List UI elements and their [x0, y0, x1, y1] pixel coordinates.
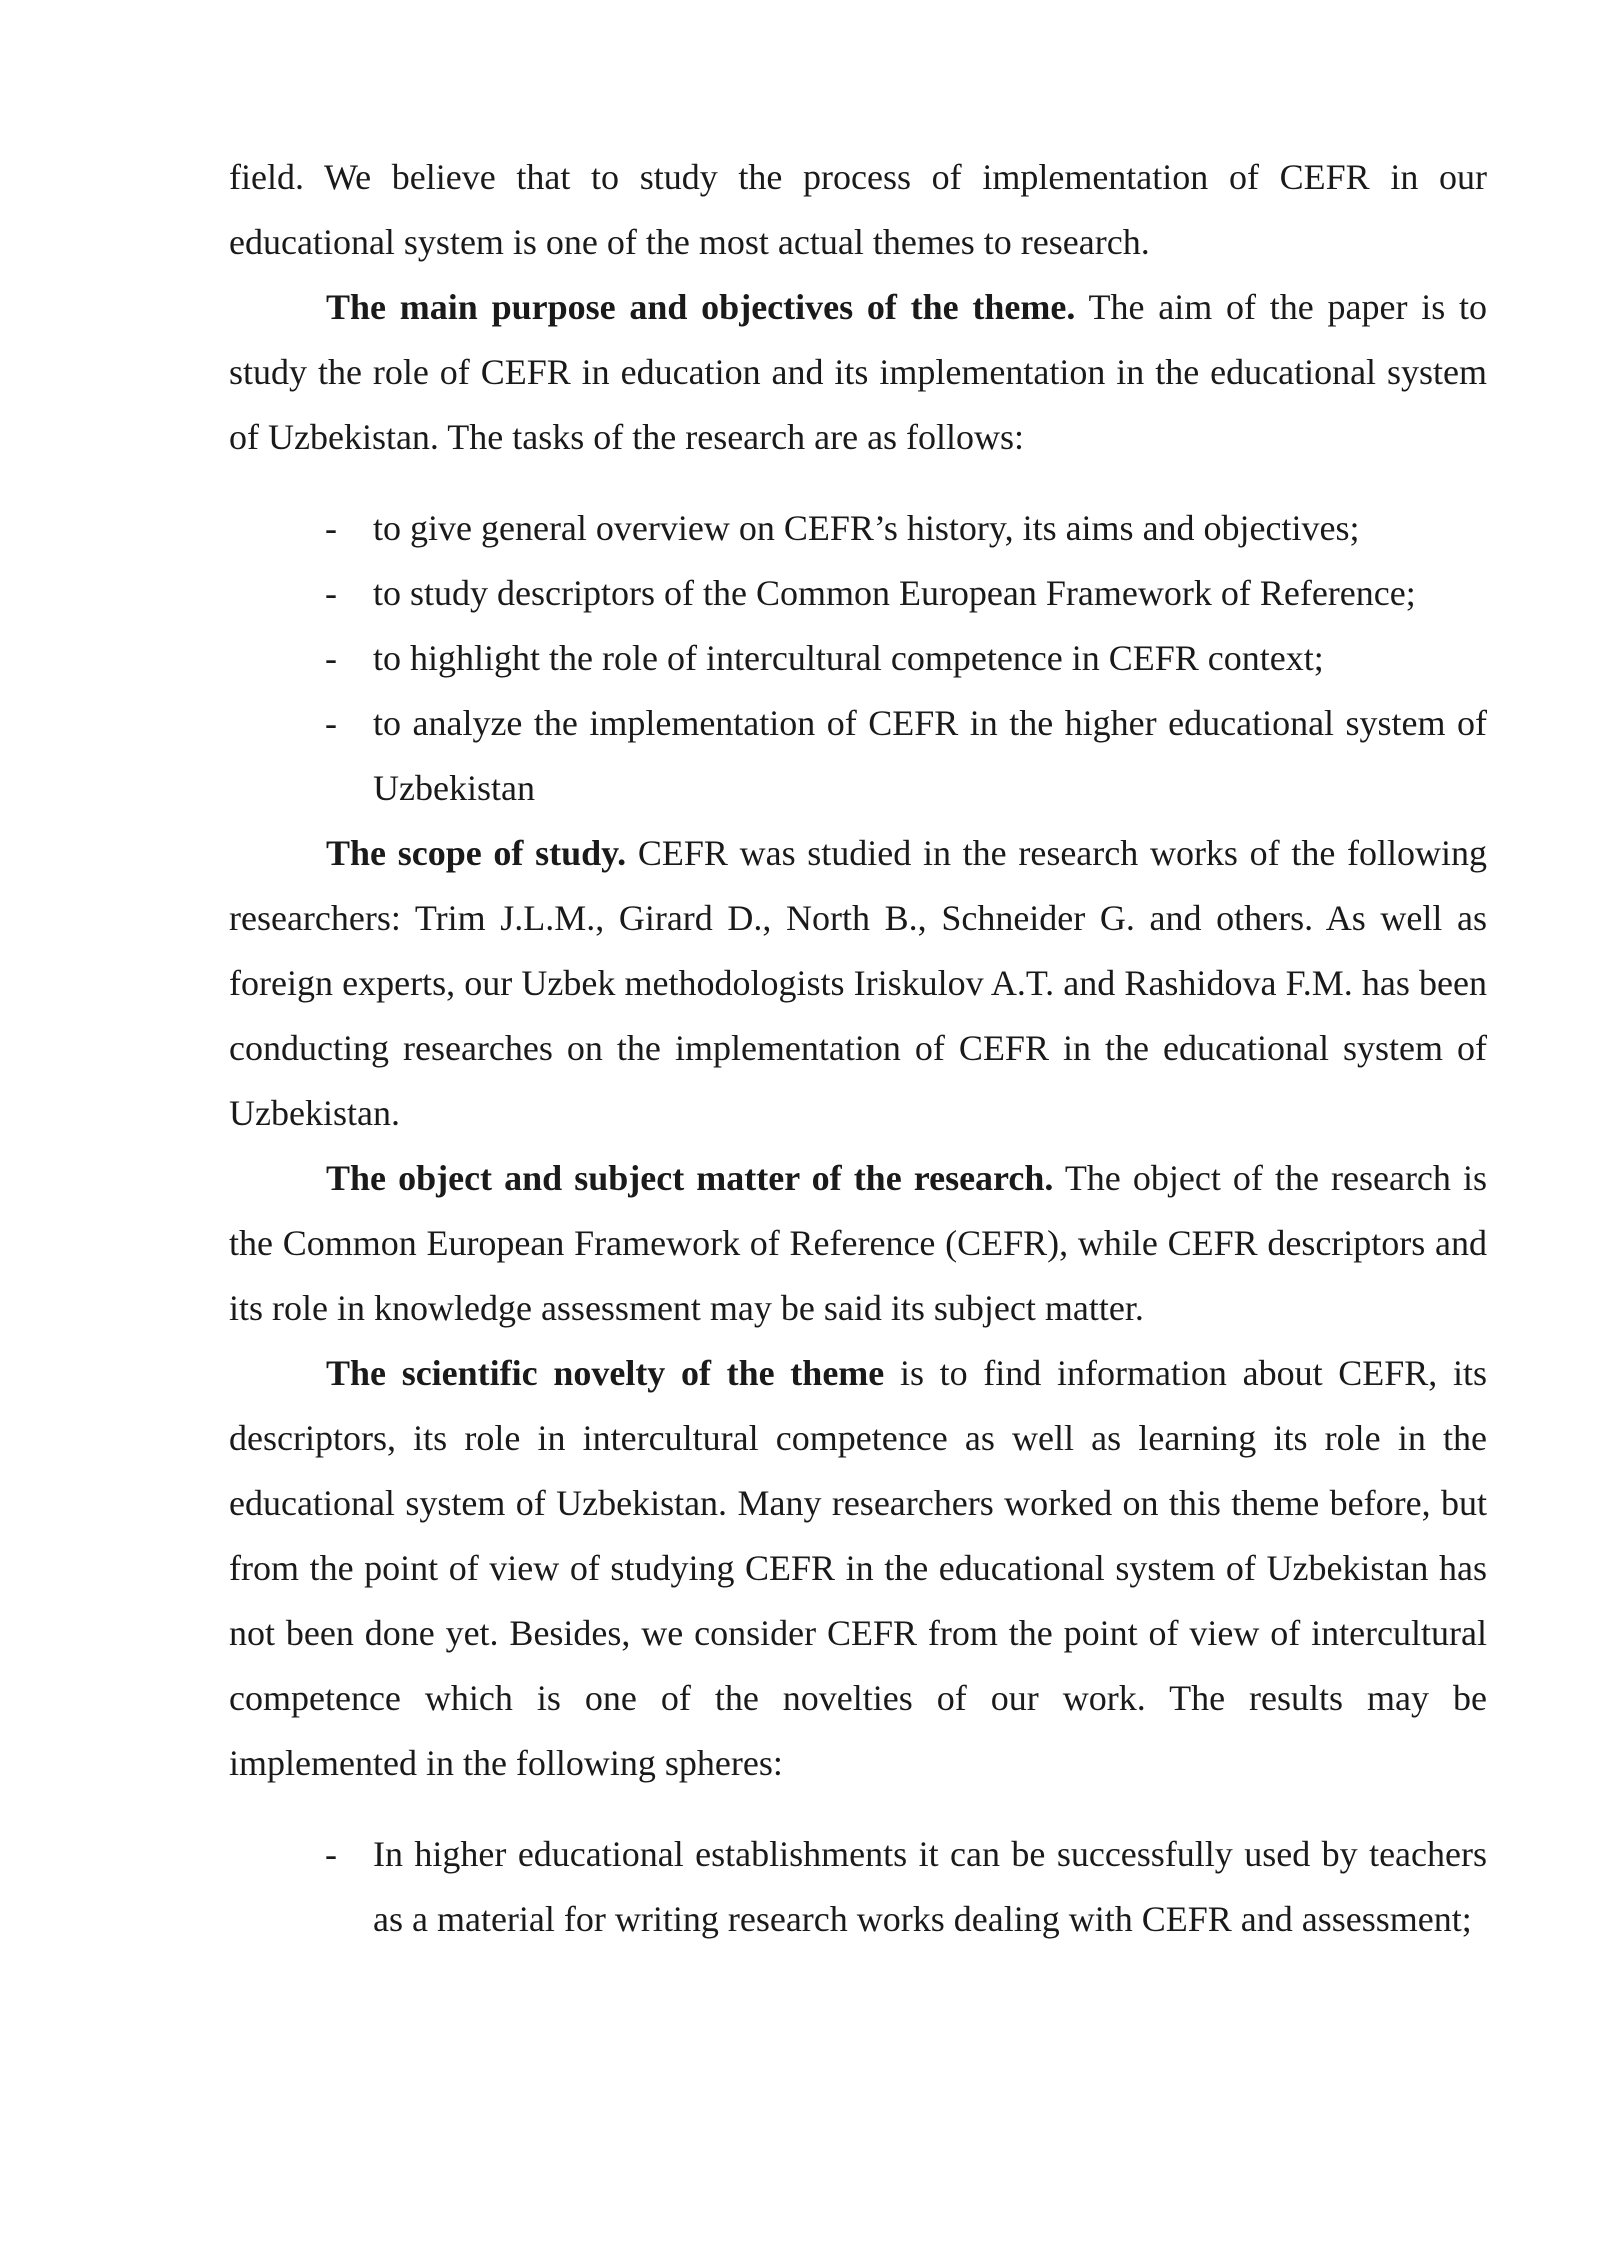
object-text: The object of the research is the Common European Framework of Reference (CEFR), while CEFR descriptors and its role in knowledge assessment may be said its subject matter. [229, 1158, 1487, 1328]
list-item: - to study descriptors of the Common European Framework of Reference; [229, 561, 1487, 626]
document-page [229, 145, 1487, 1952]
tasks-list [229, 496, 1487, 821]
dash-marker: - [325, 638, 337, 678]
heading-object: The object and subject matter of the research. [326, 1158, 1054, 1198]
spheres-list [229, 1822, 1487, 1952]
list-item: - to highlight the role of intercultural competence in CEFR context; [229, 626, 1487, 691]
paragraph-purpose [229, 275, 1487, 470]
dash-marker: - [325, 508, 337, 548]
dash-marker: - [325, 703, 337, 743]
heading-novelty: The scientific novelty of the theme [326, 1353, 885, 1393]
dash-marker: - [325, 1834, 337, 1874]
list-item: - to analyze the implementation of CEFR in the higher educational system of Uzbekistan [229, 691, 1487, 821]
heading-scope: The scope of study. [326, 833, 627, 873]
list-item: - In higher educational establishments it can be successfully used by teachers as a material for writing research works dealing with CEFR and assessment; [229, 1822, 1487, 1952]
paragraph-novelty [229, 1341, 1487, 1796]
paragraph-intro-continuation: field. We believe that to study the process of implementation of CEFR in our educational system is one of the most actual themes to research. [229, 157, 1487, 262]
heading-purpose: The main purpose and objectives of the theme. [326, 287, 1076, 327]
paragraph-object [229, 1146, 1487, 1341]
purpose-text: The aim of the paper is to study the role of CEFR in education and its implementation in the educational system of Uzbekistan. The tasks of the research are as follows: [229, 287, 1487, 457]
list-item: - to give general overview on CEFR’s history, its aims and objectives; [229, 496, 1487, 561]
dash-marker: - [325, 573, 337, 613]
paragraph-scope [229, 821, 1487, 1146]
scope-text: CEFR was studied in the research works of the following researchers: Trim J.L.M., Girard D., North B., Schneider G. and others. As well as foreign experts, our Uzbek methodologists Iriskulov A.T. and Rashidova F.M. has been conducting researches on the implementation of CEFR in the educational system of Uzbekistan. [229, 833, 1488, 1133]
novelty-text: is to find information about CEFR, its descriptors, its role in intercultural competence as well as learning its role in the educational system of Uzbekistan. Many researchers worked on this theme before, but from the point of view of studying CEFR in the educational system of Uzbekistan has not been done yet. Besides, we consider CEFR from the point of view of intercultural competence which is one of the novelties of our work. The results may be implemented in the following spheres: [229, 1353, 1487, 1783]
